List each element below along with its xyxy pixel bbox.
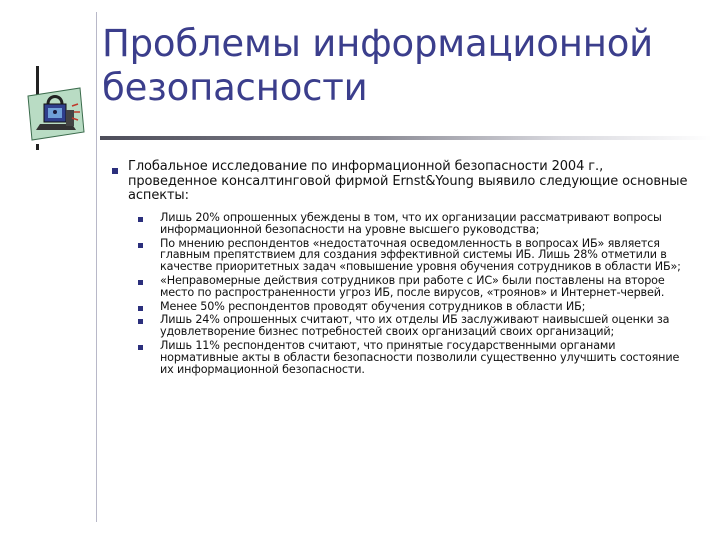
main-bullet-marker (112, 168, 118, 174)
sub-bullet-marker (138, 280, 143, 285)
sub-bullet-marker (138, 319, 143, 324)
sub-bullet-item (138, 314, 688, 338)
title-rule (100, 136, 712, 140)
sub-bullet-text: «Неправомерные действия сотрудников при работе с ИС» были поставлены на второе место по распространенности угроз ИБ, после вирусов, «троянов» и Интернет-червей. (160, 273, 665, 299)
sub-bullet-item (138, 238, 688, 273)
computer-security-lock-icon (22, 66, 86, 158)
sub-bullet-item (138, 275, 688, 299)
vertical-rule (96, 12, 97, 522)
sub-bullet-item (138, 212, 688, 236)
sub-bullet-text: Лишь 11% респондентов считают, что принятые государственными органами нормативные акты в области безопасности позволили существенно улучшить состояние их информационной безопасности. (160, 338, 680, 376)
sub-bullet-text: Менее 50% респондентов проводят обучения сотрудников в области ИБ; (160, 299, 586, 313)
sub-bullet-text: По мнению респондентов «недостаточная осведомленность в вопросах ИБ» является главным препятствием для создания эффективной системы ИБ. Лишь 28% отметили в качестве приоритетных задач «повышение уровня обучения сотрудников в области ИБ»; (160, 236, 681, 274)
sub-bullet-marker (138, 217, 143, 222)
sub-bullet-marker (138, 345, 143, 350)
sub-bullet-marker (138, 243, 143, 248)
main-bullet-text: Глобальное исследование по информационной безопасности 2004 г., проведенное консалтинговой фирмой Ernst&Young выявило следующие основные аспекты: (128, 159, 688, 204)
slide-title: Проблемы информационной безопасности (102, 22, 653, 109)
sub-bullet-text: Лишь 20% опрошенных убеждены в том, что их организации рассматривают вопросы информационной безопасности на уровне высшего руководства; (160, 211, 662, 236)
sub-bullet-marker (138, 306, 143, 311)
sub-bullet-text: Лишь 24% опрошенных считают, что их отделы ИБ заслуживают наивысшей оценки за удовлетворение бизнес потребностей своих организаций своих организаций; (160, 313, 670, 339)
sub-bullet-item (138, 340, 688, 375)
sub-bullet-list (138, 212, 688, 377)
sub-bullet-item (138, 301, 688, 313)
